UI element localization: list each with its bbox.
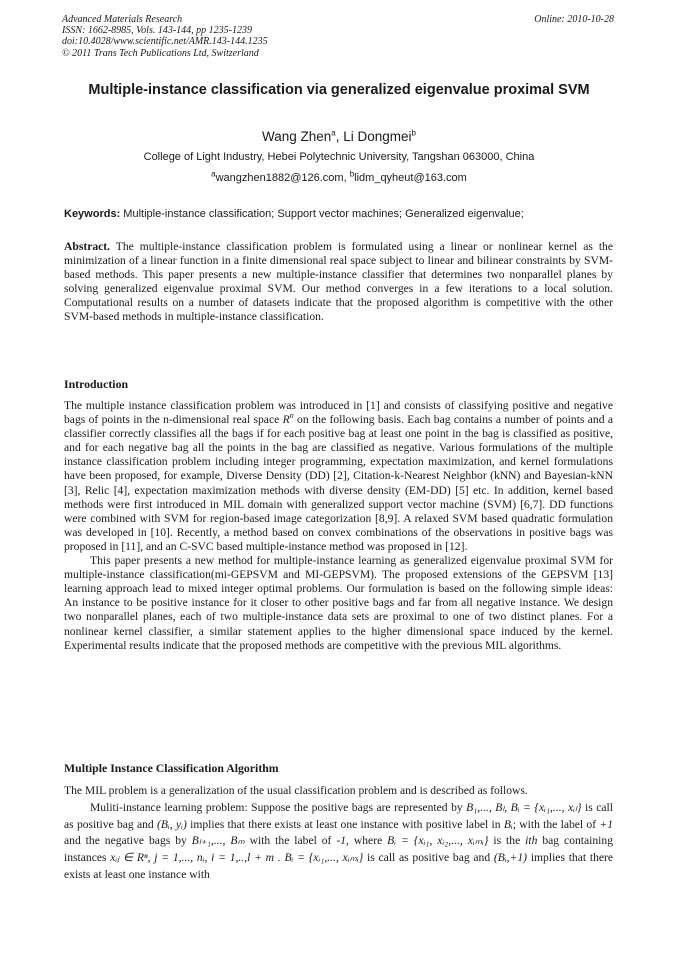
author-separator: ,: [335, 129, 344, 144]
math-expression: xᵢⱼ ∈ Rⁿ, j = 1,..., nᵢ, i = 1,..,l + m .: [110, 851, 281, 865]
paragraph-text: implies that there exists at least one instance with positive label in: [186, 817, 504, 831]
email-address: lidm_qyheut@163.com: [354, 172, 467, 184]
author-affil-mark: a: [331, 128, 336, 138]
math-expression: ith: [525, 834, 538, 848]
paragraph-text: implies that there exists at least one instance with: [64, 851, 614, 881]
email-mark: b: [349, 169, 355, 179]
abstract: [64, 240, 613, 325]
math-expression: (Bᵢ, yᵢ): [157, 817, 187, 831]
paragraph-text: The multiple instance classification problem was introduced in [1] and consists of classifying positive and negative bags of points in the n-dimensional real space: [64, 399, 613, 427]
section-heading-introduction: Introduction: [64, 377, 129, 391]
author-line: [0, 129, 678, 144]
math-expression: Bₗ₊₁,..., Bₘ: [191, 834, 245, 848]
paragraph: [64, 399, 613, 554]
journal-header: [62, 14, 268, 59]
section-heading-mic-algorithm: Multiple Instance Classification Algorithm: [64, 761, 279, 775]
paragraph: The MIL problem is a generalization of the usual classification problem and is described as follows.: [64, 784, 528, 797]
affiliation: College of Light Industry, Hebei Polytechnic University, Tangshan 063000, China: [143, 151, 535, 163]
paragraph-text: bag containing instances: [64, 834, 613, 865]
header-doi-line: doi:10.4028/www.scientific.net/AMR.143-144.1235: [62, 36, 268, 48]
paragraph-text: and the negative bags by: [64, 834, 192, 848]
header-issn-line: ISSN: 1662-8985, Vols. 143-144, pp 1235-1239: [62, 25, 252, 37]
header-copyright-line: © 2011 Trans Tech Publications Ltd, Switzerland: [62, 47, 259, 59]
paragraph-text: is call as positive bag and: [363, 851, 494, 865]
math-expression: Bᵢ: [503, 817, 513, 831]
email-line: [0, 169, 678, 184]
paragraph-text: Muliti-instance learning problem: Suppose the positive bags are represented by: [90, 800, 467, 814]
paper-title: Multiple-instance classification via generalized eigenvalue proximal SVM: [88, 82, 590, 98]
math-superscript: n: [289, 411, 294, 421]
math-expression: Bᵢ = {xᵢ₁, xᵢ₂,..., xᵢₘᵢ}: [387, 834, 489, 848]
label-value: +1: [599, 817, 613, 831]
author-name: Li Dongmei: [343, 129, 412, 144]
abstract-text: The multiple-instance classification problem is formulated using a linear or nonlinear kernel as the minimization of a linear function in a finite dimensional real space subject to linear and bilinear constraints by SVM-based methods. This paper presents a new multiple-instance classifier that determines two nonparallel planes by solving generalized eigenvalue proximal SVM. Our method converges in a few iterations to a local solution. Computational results on a number of datasets indicate that the proposed algorithm is competitive with the other SVM-based methods in multiple-instance classification.: [64, 240, 613, 324]
math-expression: Bᵢ = {xᵢ₁,..., xᵢₘᵢ}: [284, 851, 364, 865]
math-expression: Bᵢ = {xᵢ₁,..., xᵢₗ}: [510, 800, 582, 814]
math-symbol: R: [282, 413, 290, 427]
online-date: Online: 2010-10-28: [534, 14, 614, 25]
email-mark: a: [211, 169, 216, 179]
introduction-body: [64, 399, 613, 653]
header-journal-line: Advanced Materials Research: [62, 14, 183, 25]
math-expression: B₁,..., Bₗ,: [466, 800, 508, 814]
keywords-label: Keywords:: [64, 208, 121, 220]
paragraph: This paper presents a new method for multiple-instance learning as generalized eigenvalue proximal SVM for multiple-instance classification(mi-GEPSVM and MI-GEPSVM). The proposed extensions of the GEPSVM [13] learning approach lead to mixed integer optimal problems. Our formulation is based on the following simple ideas: An instance to be positive instance for it closer to other positive bags and far from all negative instance. We design two nonparallel planes, each of two multiple-instance data sets are proximal to one of two distinct planes. For a nonlinear kernel classifier, a similar statement applies to the higher dimensional space induced by the kernel. Experimental results indicate that the proposed methods are competitive with the previous MIL algorithms.: [64, 554, 613, 652]
paragraph-text: where: [353, 834, 388, 848]
math-expression: (Bᵢ,+1): [493, 851, 528, 865]
paragraph-text: ; with the label of: [512, 817, 600, 831]
paragraph-text: is call as positive bag and: [64, 800, 613, 831]
label-value: -1,: [336, 834, 349, 848]
email-address: wangzhen1882@126.com,: [215, 172, 350, 184]
abstract-label: Abstract.: [64, 240, 111, 253]
keywords-text: Multiple-instance classification; Support vector machines; Generalized eigenvalue;: [120, 208, 524, 220]
mic-body: [64, 783, 613, 884]
paragraph-text: is the: [488, 834, 526, 848]
paragraph-text: with the label of: [244, 834, 337, 848]
author-affil-mark: b: [411, 128, 416, 138]
keywords: [64, 208, 616, 220]
paragraph: [64, 800, 613, 884]
paragraph-text: on the following basis. Each bag contains a number of points and a classifier correctly classifies all the bags if for each positive bag at least one point in the bag is classified as positive, and for each negative bag all the points in the bag are classified as negative. Various formulations of the multiple instance classification problem including integer programming, expectation maximization, and kernel formulations have been proposed, for example, Diverse Density (DD) [2], Citation-k-Nearest Neighbor (kNN) and Bayesian-kNN [3], Relic [4], expectation maximization methods with diverse density (EM-DD) [5] etc. In addition, kernel based methods were first introduced in MIL domain with generalized support vector machine (SVM) [6,7]. DD functions were combined with SVM for region-based image categorization [8,9]. A relaxed SVM based quadratic formulation was developed in [10]. Recently, a method based on convex combinations of the observations in positive bags was proposed in [11], and an C-SVC based multiple-instance method was proposed in [12].: [64, 413, 613, 553]
author-name: Wang Zhen: [261, 129, 332, 144]
